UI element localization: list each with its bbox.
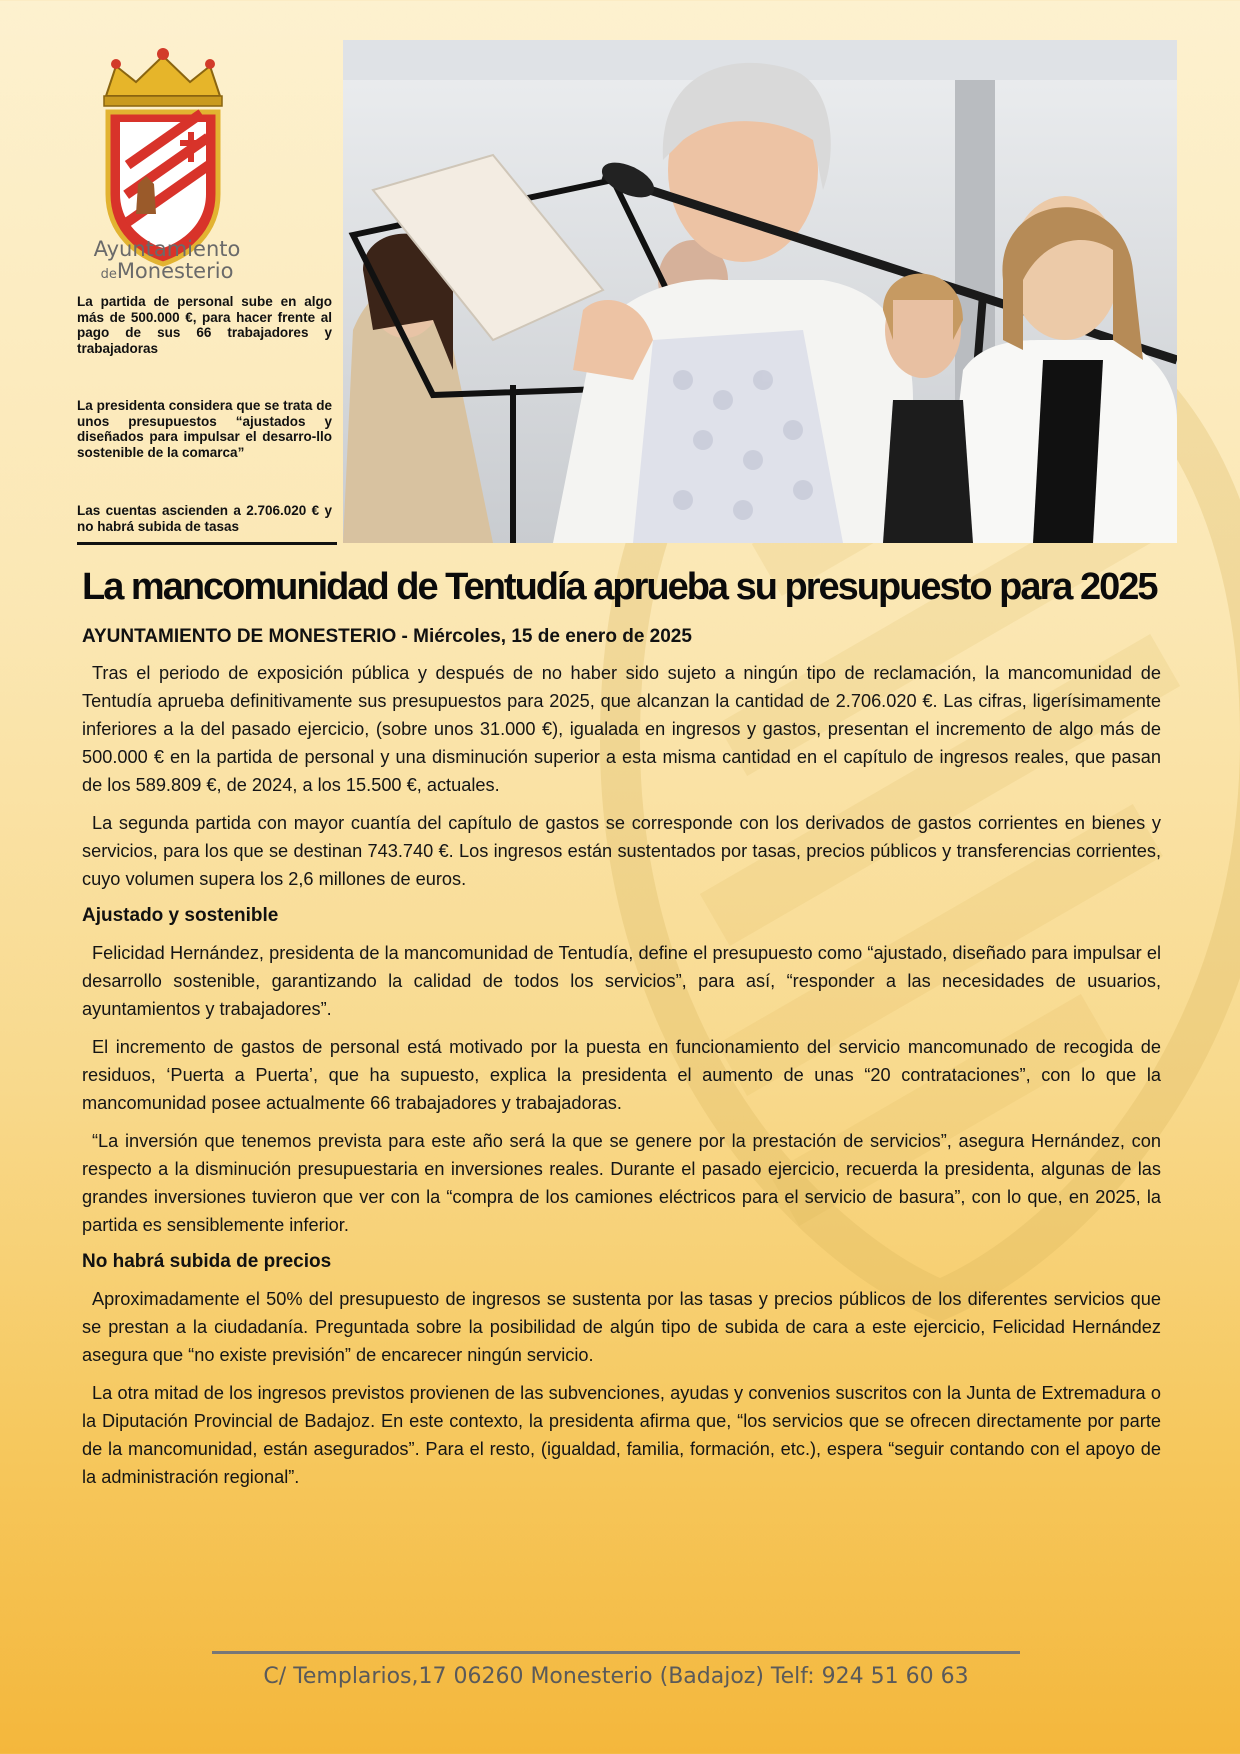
article-paragraph: Tras el periodo de exposición pública y después de no haber sido sujeto a ningún tipo de reclamación, la mancomunidad de Tentudía aprueba definitivamente sus presupuestos para 2025, que alcanzan la cantidad de 2.706.020 €. Las cifras, ligerísimamente inferiores a la del pasado ejercicio, (sobre unos 31.000 €), igualada en ingresos y gastos, presentan el incremento de algo más de 500.000 € en la partida de personal y una disminución superior a esta misma cantidad en el capítulo de ingresos reales, que pasan de los 589.809 €, de 2024, a los 15.500 €, actuales.	[82, 663, 1161, 795]
article-photo	[343, 40, 1177, 543]
logo-line-1: Ayuntamiento	[93, 237, 241, 261]
highlights-divider	[77, 542, 337, 545]
footer-address: C/ Templarios,17 06260 Monesterio (Badajoz) Telf: 924 51 60 63	[263, 1664, 969, 1689]
logo-line-2-prefix: de	[100, 267, 117, 282]
article-paragraph: El incremento de gastos de personal está motivado por la puesta en funcionamiento del servicio mancomunado de recogida de residuos, ‘Puerta a Puerta’, que ha supuesto, explica la presidenta el aumento de unas “20 contrataciones”, con lo que la mancomunidad posee actualmente 66 trabajadores y trabajadoras.	[82, 1037, 1161, 1113]
article-subheading: Ajustado y sostenible	[82, 905, 279, 926]
highlight-1: La partida de personal sube en algo más de 500.000 €, para hacer frente al pago de sus 66 trabajadores y trabajadoras	[77, 294, 332, 356]
highlight-2: La presidenta considera que se trata de unos presupuestos “ajustados y diseñados para impulsar el desarro-llo sostenible de la comarca”	[77, 398, 332, 460]
highlight-3: Las cuentas ascienden a 2.706.020 € y no habrá subida de tasas	[77, 503, 332, 534]
logo-line-2-main: Monesterio	[116, 259, 234, 283]
article-paragraph: Aproximadamente el 50% del presupuesto de ingresos se sustenta por las tasas y precios públicos de los diferentes servicios que se prestan a la ciudadanía. Preguntada sobre la posibilidad de algún tipo de subida de cara a este ejercicio, Felicidad Hernández asegura que “no existe previsión” de encarecer ningún servicio.	[82, 1289, 1161, 1365]
article-subheading: No habrá subida de precios	[82, 1251, 332, 1272]
logo-wordmark	[82, 238, 252, 286]
article-byline: AYUNTAMIENTO DE MONESTERIO - Miércoles, 15 de enero de 2025	[82, 626, 692, 647]
article-paragraph: Felicidad Hernández, presidenta de la mancomunidad de Tentudía, define el presupuesto como “ajustado, diseñado para impulsar el desarrollo sostenible, garantizando la calidad de todos los servicios”, para así, “responder a las necesidades de usuarios, ayuntamientos y trabajadores”.	[82, 943, 1161, 1019]
article-title: La mancomunidad de Tentudía aprueba su presupuesto para 2025	[82, 566, 1157, 608]
article-paragraph: “La inversión que tenemos prevista para este año será la que se genere por la prestación de servicios”, asegura Hernández, con respecto a la disminución presupuestaria en inversiones reales. Durante el pasado ejercicio, recuerda la presidenta, algunas de las grandes inversiones tuvieron que ver con la “compra de los camiones eléctricos para el servicio de basura”, con lo que, en 2025, la partida es sensiblemente inferior.	[82, 1131, 1161, 1235]
crown-icon	[104, 48, 222, 106]
article-paragraph: La otra mitad de los ingresos previstos provienen de las subvenciones, ayudas y convenios suscritos con la Junta de Extremadura o la Diputación Provincial de Badajoz. En este contexto, la presidenta afirma que, “los servicios que se ofrecen directamente por parte de la mancomunidad, están asegurados”. Para el resto, (igualdad, familia, formación, etc.), espera “seguir contando con el apoyo de la administración regional”.	[82, 1383, 1161, 1487]
article-paragraph: La segunda partida con mayor cuantía del capítulo de gastos se corresponde con los derivados de gastos corrientes en bienes y servicios, para los que se destinan 743.740 €. Los ingresos están sustentados por tasas, precios públicos y transferencias corrientes, cuyo volumen supera los 2,6 millones de euros.	[82, 813, 1161, 889]
footer-divider	[212, 1651, 1020, 1654]
logo-line-2	[82, 260, 252, 286]
article	[82, 565, 1161, 1491]
